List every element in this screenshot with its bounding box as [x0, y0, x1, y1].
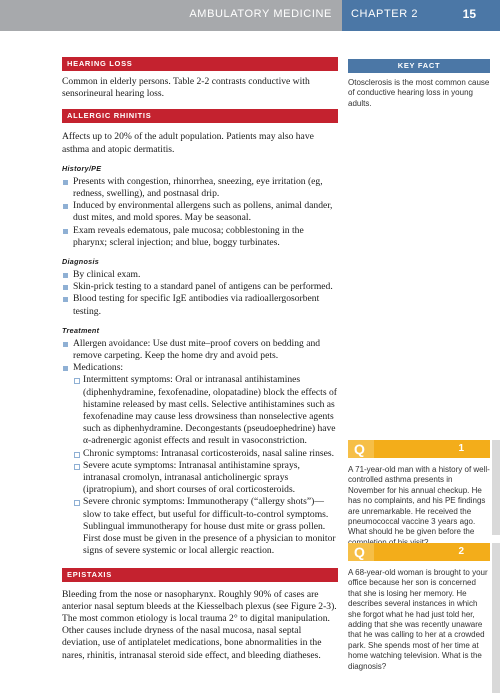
treatment-list: [62, 338, 338, 558]
header-chapter-band: [342, 0, 500, 31]
question-box-edge: [492, 440, 500, 535]
allergic-rhinitis-text: Affects up to 20% of the adult population. Patients may also have asthma and atopic dermatitis.: [62, 131, 314, 155]
list-item: Presents with congestion, rhinorrhea, sneezing, eye irritation (eg, redness, swelling), and postnasal drip.: [62, 176, 338, 200]
question-box-edge: [492, 543, 500, 693]
chapter-label: CHAPTER 2: [351, 8, 419, 20]
question-header-2: [348, 543, 490, 561]
question-letter: Q: [354, 441, 365, 457]
question-number: 2: [458, 546, 464, 557]
main-column: [62, 57, 338, 662]
section-heading-hearing-loss: HEARING LOSS: [62, 57, 338, 71]
page-header: [0, 0, 500, 31]
list-item: Allergen avoidance: Use dust mite–proof covers on bedding and remove carpeting. Keep the home dry and avoid pets.: [62, 338, 338, 362]
list-item: Exam reveals edematous, pale mucosa; cobblestoning in the pharynx; scleral injection; and blue, boggy turbinates.: [62, 225, 338, 249]
list-item: Skin-prick testing to a standard panel of antigens can be performed.: [62, 281, 338, 293]
subheading-treatment: Treatment: [62, 325, 100, 335]
list-item: Severe chronic symptoms: Immunotherapy (“allergy shots”)—slow to take effect, but useful for difficult-to-control symptoms. Sublingual immunotherapy for house dust mite or grass pollen. First dose must be given in the presence of a physician to monitor signs of severe systemic or local allergic reaction.: [73, 496, 338, 557]
list-item: Severe acute symptoms: Intranasal antihistamine sprays, intranasal cromolyn, intranasal anticholinergic sprays (ipratropium), and short courses of oral corticosteroids.: [73, 460, 338, 497]
list-item: Induced by environmental allergens such as pollens, animal dander, dust mites, and mold spores. May be seasonal.: [62, 200, 338, 224]
list-item: By clinical exam.: [62, 269, 338, 281]
diagnosis-list: [62, 269, 338, 318]
epistaxis-text: Bleeding from the nose or nasopharynx. Roughly 90% of cases are anterior nasal septum bleeds at the Kiesselbach plexus (see Figure 2-3). The most common etiology is local trauma 2° to digital manipulation. Other causes include dryness of the nasal mucosa, nasal septal deviation, use of antiplatelet medications, bone abnormalities in the nares, rhinitis, intranasal steroid side effect, and bleeding diatheses.: [62, 588, 337, 661]
medications-label: Medications:: [73, 362, 124, 374]
medications-list: [73, 374, 338, 557]
question-header-1: [348, 440, 490, 458]
question-letter: Q: [354, 544, 365, 560]
key-fact-text: Otosclerosis is the most common cause of conductive hearing loss in young adults.: [348, 78, 490, 108]
running-title: AMBULATORY MEDICINE: [189, 8, 332, 20]
question-text-1: A 71-year-old man with a history of well-controlled asthma presents in November for his annual checkup. He has no complaints, and his PE findings are unremarkable. He received the pneumococcal vaccine 3 years ago. What should he be given before the: [348, 465, 490, 537]
subheading-history: History/PE: [62, 163, 102, 173]
section-heading-epistaxis: EPISTAXIS: [62, 568, 338, 582]
question-box-2: [348, 543, 490, 672]
question-text-2: A 68-year-old woman is brought to your office because her son is concerned that she is losing her memory. He describes several instances in which she forgot what he had just told her, adding that she was recently unaware that he was calling to her at a crowded park. She spends most of her time at home watching television. What is the diagnosis?: [348, 568, 488, 671]
question-box-1: [348, 440, 490, 548]
question-number: 1: [458, 443, 464, 454]
page-number: 15: [462, 7, 476, 21]
list-item: Blood testing for specific IgE antibodies via radioallergosorbent testing.: [62, 293, 338, 317]
hearing-loss-text: Common in elderly persons. Table 2-2 contrasts conductive with sensorineural hearing loss.: [62, 76, 310, 100]
list-item: Intermittent symptoms: Oral or intranasal antihistamines (diphenhydramine, fexofenadine, olopatadine) block the effects of histamine released by mast cells. Selective antihistamines such as fexofenadine may cause less drowsiness than nonselective agents such as diphenhydramine. Decongestants (pseudoephedrine) have α-adrenergic agonist effects and result in vasoconstriction.: [73, 374, 338, 447]
list-item: Chronic symptoms: Intranasal corticosteroids, nasal saline rinses.: [73, 448, 338, 460]
list-item: [62, 362, 338, 557]
header-title-band: [0, 0, 342, 31]
key-fact-heading: KEY FACT: [348, 59, 490, 73]
section-heading-allergic-rhinitis: ALLERGIC RHINITIS: [62, 109, 338, 123]
subheading-diagnosis: Diagnosis: [62, 257, 100, 267]
key-fact-box: [348, 59, 490, 109]
history-list: [62, 176, 338, 249]
